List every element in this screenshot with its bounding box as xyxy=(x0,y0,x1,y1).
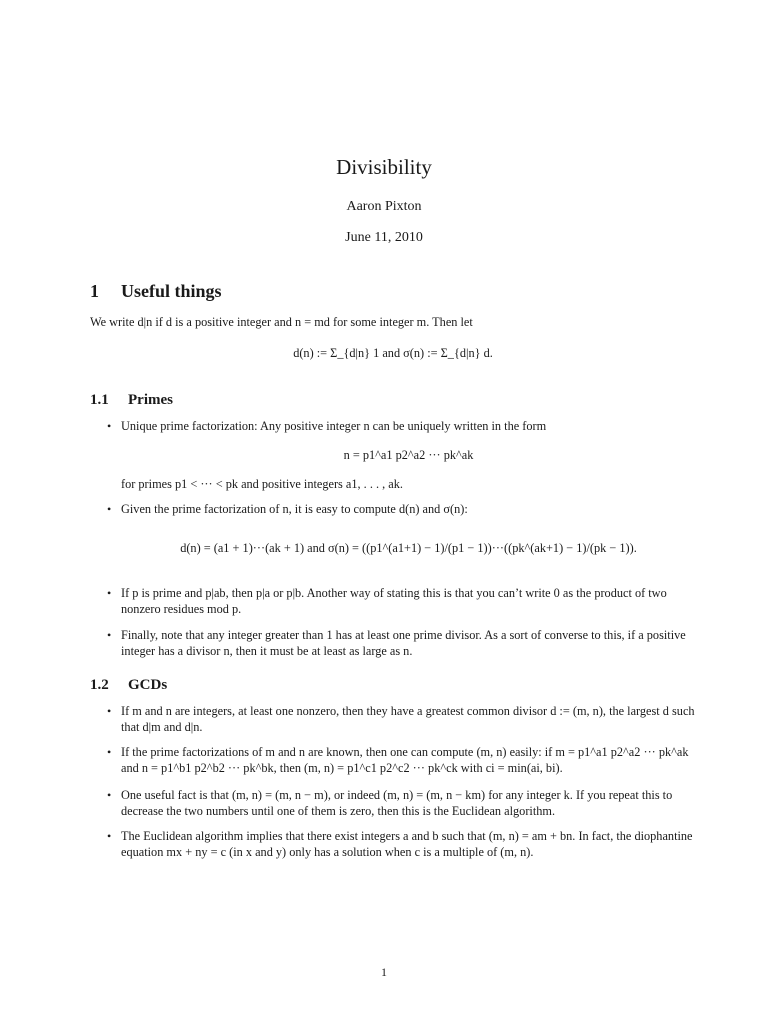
list-item-gcd-factorization xyxy=(107,744,696,776)
list-item-text: Unique prime factorization: Any positive integer n can be uniquely written in the form xyxy=(121,419,547,433)
list-item-prime-divides-product xyxy=(107,585,696,617)
d-sigma-formula: d(n) = (a1 + 1)···(ak + 1) and σ(n) = ((p1^(a1+1) − 1)/(p1 − 1))···((pk^(ak+1) − 1)/(pk − 1)). xyxy=(180,541,637,555)
subsection-title: Primes xyxy=(128,392,173,408)
list-item-compute-d-sigma xyxy=(107,501,696,517)
bullet-icon: • xyxy=(107,628,112,642)
divisor-sum-equation: d(n) := Σ_{d|n} 1 and σ(n) := Σ_{d|n} d. xyxy=(293,346,493,360)
list-item-prime-divisor xyxy=(107,627,696,659)
list-item-text: If p is prime and p|ab, then p|a or p|b. Another way of stating this is that you can’t write 0 as the product of two nonzero residues mod p. xyxy=(121,586,667,616)
factorization-condition: for primes p1 < ··· < pk and positive integers a1, . . . , ak. xyxy=(121,477,403,491)
subsection-title: GCDs xyxy=(128,677,168,693)
list-item-euclidean-fact xyxy=(107,787,696,819)
section-title: Useful things xyxy=(121,281,222,301)
bullet-icon: • xyxy=(107,704,112,718)
bullet-icon: • xyxy=(107,502,112,516)
paper-title: Divisibility xyxy=(336,155,432,179)
bullet-icon: • xyxy=(107,745,112,759)
intro-text: We write d|n if d is a positive integer and n = md for some integer m. Then let xyxy=(90,315,473,329)
list-item-gcd-definition xyxy=(107,703,696,735)
list-item-text: One useful fact is that (m, n) = (m, n − m), or indeed (m, n) = (m, n − km) for any integer k. If you repeat this to decrease the two numbers until one of them is zero, then this is the Euclidean algorithm. xyxy=(121,788,673,818)
list-item-text: If the prime factorizations of m and n are known, then one can compute (m, n) easily: if m = p1^a1 p2^a2 ··· pk^ak and n = p1^b1 p2^b2 ··· pk^bk, then (m, n) = p1^c1 p2^c2 ··· pk^ck with ci = min(ai, bi). xyxy=(121,745,689,775)
list-item-text: The Euclidean algorithm implies that there exist integers a and b such that (m, n) = am + bn. In fact, the diophantine equation mx + ny = c (in x and y) only has a solution when c is a multiple of (m, n). xyxy=(121,829,693,859)
section-heading-useful-things xyxy=(90,281,222,302)
paper-author: Aaron Pixton xyxy=(346,199,422,214)
subsection-heading-gcds xyxy=(90,677,167,694)
bullet-icon: • xyxy=(107,419,112,433)
subsection-number: 1.2 xyxy=(90,677,109,693)
factorization-equation: n = p1^a1 p2^a2 ··· pk^ak xyxy=(343,448,474,462)
list-item-text: If m and n are integers, at least one nonzero, then they have a greatest common divisor d := (m, n), the largest d such that d|m and d|n. xyxy=(121,704,695,734)
page-number: 1 xyxy=(381,965,387,979)
bullet-icon: • xyxy=(107,788,112,802)
list-item-text: Given the prime factorization of n, it is easy to compute d(n) and σ(n): xyxy=(121,502,468,516)
bullet-icon: • xyxy=(107,829,112,843)
section-number: 1 xyxy=(90,281,99,301)
subsection-number: 1.1 xyxy=(90,392,109,408)
paper-date: June 11, 2010 xyxy=(345,230,423,245)
subsection-heading-primes xyxy=(90,392,173,409)
bullet-icon: • xyxy=(107,586,112,600)
list-item-bezout xyxy=(107,828,696,860)
list-item-unique-factorization xyxy=(107,418,696,434)
intro-paragraph xyxy=(90,314,696,331)
list-item-text: Finally, note that any integer greater than 1 has at least one prime divisor. As a sort of converse to this, if a positive integer has a divisor n, then it must be at least as large as n. xyxy=(121,628,686,658)
